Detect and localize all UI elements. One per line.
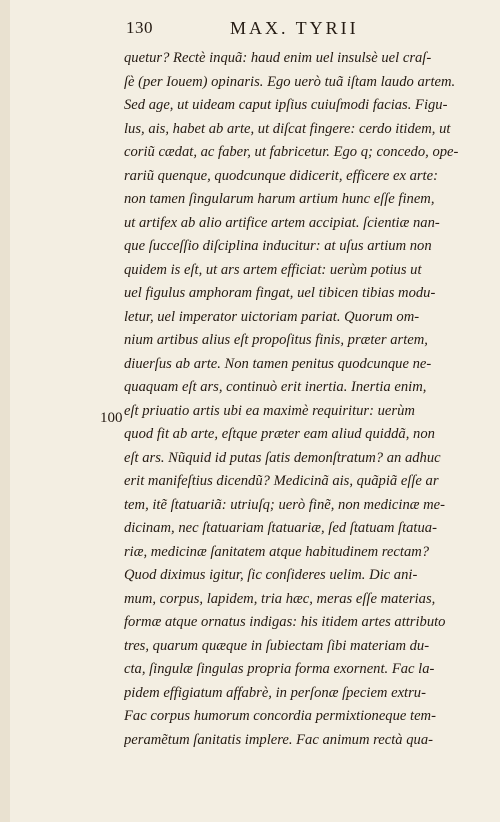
text-line: quidem is eſt, ut ars artem efficiat: uerùm potius ut: [124, 261, 422, 278]
text-line: dicinam, nec ſtatuariam ſtatuariæ, ſed ſtatuam ſtatua-: [124, 520, 437, 536]
page-header: [126, 12, 466, 46]
text-line: peramẽtum ſanitatis implere. Fac animum rectà qua-: [124, 731, 433, 748]
text-line: lus, ais, habet ab arte, ut diſcat fingere: cerdo itidem, ut: [124, 120, 451, 137]
text-line: rariũ quenque, quodcunque didicerit, efficere ex arte:: [124, 167, 438, 184]
running-head: MAX. TYRII: [230, 18, 359, 38]
text-line: Sed age, ut uideam caput ipſius cuiuſmodi facias. Figu-: [124, 97, 448, 113]
text-line: que ſucceſſio diſciplina inducitur: at uſus artium non: [124, 238, 432, 254]
text-line: cta, ſingulæ ſingulas propria forma exornent. Fac la-: [124, 661, 435, 677]
text-line: diuerſus ab arte. Non tamen penitus quodcunque ne-: [124, 355, 432, 372]
text-line: Quod diximus igitur, ſic conſideres uelim. Dic ani-: [124, 567, 418, 583]
text-line: pidem effigiatum affabrè, in perſonæ ſpeciem extru-: [124, 684, 426, 701]
text-line: nium artibus alius eſt propoſitus finis, præter artem,: [124, 332, 428, 348]
text-line: tres, quarum quæque in ſubiectam ſibi materiam du-: [124, 637, 430, 654]
page-edge: [0, 0, 10, 822]
text-line: Fac corpus humorum concordia permixtioneque tem-: [124, 708, 436, 724]
margin-note: 100: [100, 410, 123, 426]
text-line: ut artifex ab alio artifice artem accipiat. ſcientiæ nan-: [124, 214, 440, 231]
text-line: quod fit ab arte, eſtque præter eam aliud quiddã, non: [124, 426, 435, 442]
text-line: ſè (per Iouem) opinaris. Ego uerò tuã iſtam laudo artem.: [124, 73, 456, 90]
text-line: uel figulus amphoram fingat, uel tibicen tibias modu-: [124, 285, 436, 301]
text-line: erit manifeſtius dicendũ? Medicinã ais, quãpiã eſſe ar: [124, 473, 439, 489]
text-line: letur, uel imperator uictoriam pariat. Quorum om-: [124, 308, 420, 325]
page-number: 130: [126, 18, 153, 37]
text-line: eſt priuatio artis ubi ea maximè requiritur: uerùm: [124, 402, 415, 419]
text-line: non tamen ſingularum harum artium hunc eſſe finem,: [124, 191, 435, 207]
text-line: riæ, medicinæ ſanitatem atque habitudinem rectam?: [124, 543, 430, 560]
text-line: formæ atque ornatus indigas: his itidem artes attributo: [124, 614, 446, 630]
text-line: quetur? Rectè inquã: haud enim uel insulsè uel craſ-: [124, 50, 432, 66]
text-line: coriũ cædat, ac faber, ut fabricetur. Ego q; concedo, ope-: [124, 144, 459, 160]
text-line: quaquam eſt ars, continuò erit inertia. Inertia enim,: [124, 379, 427, 395]
text-line: eſt ars. Nũquid id putas ſatis demonſtratum? an adhuc: [124, 449, 441, 466]
text-line: mum, corpus, lapidem, tria hæc, meras eſſe materias,: [124, 590, 436, 607]
text-line: tem, itẽ ſtatuariã: utriuſq; uerò finẽ, non medicinæ me-: [124, 496, 446, 513]
body-text: [124, 47, 476, 752]
